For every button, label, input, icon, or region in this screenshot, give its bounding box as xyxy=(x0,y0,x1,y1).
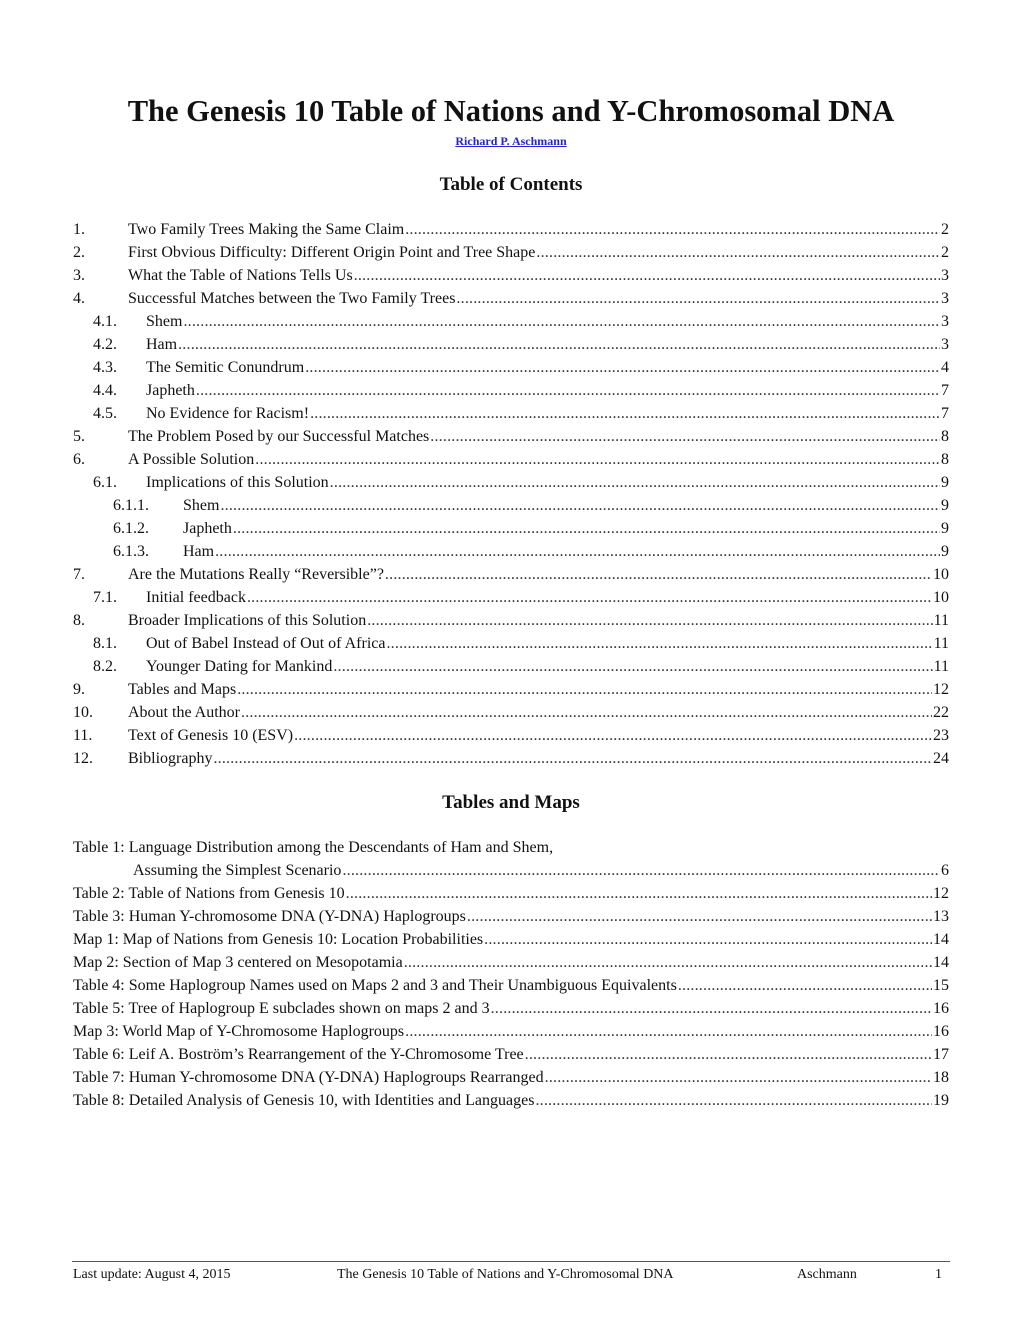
toc-entry-number: 7.1. xyxy=(93,589,117,606)
dot-leader xyxy=(430,425,940,448)
tables-maps-entry[interactable] xyxy=(73,951,949,974)
toc-entry-page: 22 xyxy=(933,704,949,721)
toc-entry-page: 3 xyxy=(941,267,949,284)
toc-entry[interactable] xyxy=(73,425,949,448)
toc-entry-number: 10. xyxy=(73,704,93,721)
toc-entry-page: 7 xyxy=(941,382,949,399)
toc-entry-number: 5. xyxy=(73,428,85,445)
toc-entry-page: 3 xyxy=(941,336,949,353)
toc-entry-page: 10 xyxy=(933,566,949,583)
dot-leader xyxy=(196,379,940,402)
toc-entry-label: Two Family Trees Making the Same Claim xyxy=(128,221,405,238)
toc-entry-page: 9 xyxy=(941,497,949,514)
tables-maps-entry-page: 14 xyxy=(933,931,949,948)
tables-maps-entry-label: Table 2: Table of Nations from Genesis 10 xyxy=(73,885,345,902)
dot-leader xyxy=(367,609,932,632)
toc-entry-number: 4.1. xyxy=(93,313,117,330)
footer-divider xyxy=(72,1261,950,1262)
author-byline xyxy=(73,133,949,149)
toc-entry[interactable] xyxy=(73,747,949,770)
tables-maps-entry[interactable] xyxy=(73,1020,949,1043)
toc-entry[interactable] xyxy=(73,563,949,586)
dot-leader xyxy=(342,859,940,882)
toc-entry-number: 4.4. xyxy=(93,382,117,399)
tables-maps-entry[interactable] xyxy=(73,928,949,951)
list-of-tables-and-maps xyxy=(73,836,949,1112)
dot-leader xyxy=(535,1089,932,1112)
dot-leader xyxy=(294,724,932,747)
toc-entry-label: Japheth xyxy=(146,382,195,399)
toc-entry[interactable] xyxy=(73,333,949,356)
dot-leader xyxy=(405,1020,932,1043)
toc-entry[interactable] xyxy=(73,517,949,540)
dot-leader xyxy=(178,333,940,356)
dot-leader xyxy=(545,1066,932,1089)
tables-maps-entry-page: 15 xyxy=(933,977,949,994)
toc-entry-page: 9 xyxy=(941,543,949,560)
toc-entry-label: Tables and Maps xyxy=(128,681,237,698)
tables-and-maps-heading: Tables and Maps xyxy=(442,792,580,813)
toc-entry[interactable] xyxy=(73,218,949,241)
toc-entry-page: 9 xyxy=(941,520,949,537)
toc-entry-number: 8. xyxy=(73,612,85,629)
tables-maps-entry-label: Table 4: Some Haplogroup Names used on Maps 2 and 3 and Their Unambiguous Equivalents xyxy=(73,977,677,994)
toc-entry-number: 4. xyxy=(73,290,85,307)
dot-leader xyxy=(247,586,932,609)
footer-author: Aschmann xyxy=(797,1267,857,1282)
toc-entry-number: 7. xyxy=(73,566,85,583)
tables-maps-entry[interactable] xyxy=(73,1043,949,1066)
dot-leader xyxy=(386,632,932,655)
tables-maps-entry-line[interactable] xyxy=(73,836,949,859)
tables-maps-entry-page: 17 xyxy=(933,1046,949,1063)
toc-entry-number: 4.5. xyxy=(93,405,117,422)
toc-entry[interactable] xyxy=(73,494,949,517)
toc-entry[interactable] xyxy=(73,356,949,379)
tables-maps-entry[interactable] xyxy=(73,1066,949,1089)
tables-maps-entry-page: 6 xyxy=(941,862,949,879)
toc-entry-number: 6.1.3. xyxy=(113,543,149,560)
toc-entry-page: 8 xyxy=(941,451,949,468)
toc-entry[interactable] xyxy=(73,678,949,701)
tables-maps-entry-page: 16 xyxy=(933,1000,949,1017)
toc-entry-page: 8 xyxy=(941,428,949,445)
tables-maps-entry-continuation[interactable] xyxy=(73,859,949,882)
toc-entry-label: Successful Matches between the Two Family Trees xyxy=(128,290,456,307)
toc-entry[interactable] xyxy=(73,471,949,494)
dot-leader xyxy=(330,471,940,494)
toc-entry-label: Shem xyxy=(146,313,183,330)
toc-entry-number: 8.1. xyxy=(93,635,117,652)
toc-entry-label: About the Author xyxy=(128,704,240,721)
tables-maps-entry-page: 18 xyxy=(933,1069,949,1086)
toc-entry-number: 8.2. xyxy=(93,658,117,675)
toc-entry-label: Shem xyxy=(183,497,220,514)
tables-maps-entry-label: Map 3: World Map of Y-Chromosome Haplogroups xyxy=(73,1023,405,1040)
dot-leader xyxy=(333,655,932,678)
toc-entry-label: A Possible Solution xyxy=(128,451,255,468)
tables-maps-entry-label: Table 6: Leif A. Boström’s Rearrangement of the Y-Chromosome Tree xyxy=(73,1046,524,1063)
toc-entry-label: Younger Dating for Mankind xyxy=(146,658,333,675)
toc-entry[interactable] xyxy=(73,287,949,310)
toc-entry-page: 4 xyxy=(941,359,949,376)
toc-entry-number: 3. xyxy=(73,267,85,284)
toc-entry-label: Ham xyxy=(183,543,215,560)
author-link[interactable]: Richard P. Aschmann xyxy=(455,134,567,148)
dot-leader xyxy=(237,678,932,701)
dot-leader xyxy=(305,356,940,379)
toc-entry-page: 2 xyxy=(941,221,949,238)
toc-entry-label: Text of Genesis 10 (ESV) xyxy=(128,727,294,744)
dot-leader xyxy=(215,540,940,563)
dot-leader xyxy=(525,1043,932,1066)
toc-entry-label: First Obvious Difficulty: Different Origin Point and Tree Shape xyxy=(128,244,536,261)
toc-entry[interactable] xyxy=(73,586,949,609)
dot-leader xyxy=(484,928,932,951)
toc-entry-label: Japheth xyxy=(183,520,232,537)
toc-entry-label: The Problem Posed by our Successful Matches xyxy=(128,428,430,445)
tables-maps-entry-label: Table 7: Human Y-chromosome DNA (Y-DNA) Haplogroups Rearranged xyxy=(73,1069,544,1086)
tables-maps-entry-page: 19 xyxy=(933,1092,949,1109)
toc-entry[interactable] xyxy=(73,379,949,402)
toc-entry-page: 11 xyxy=(933,635,949,652)
tables-maps-entry-page: 14 xyxy=(933,954,949,971)
toc-entry-label: What the Table of Nations Tells Us xyxy=(128,267,353,284)
tables-maps-entry-label: Table 3: Human Y-chromosome DNA (Y-DNA) Haplogroups xyxy=(73,908,466,925)
toc-entry[interactable] xyxy=(73,402,949,425)
toc-entry-label: Broader Implications of this Solution xyxy=(128,612,367,629)
toc-entry-label: Ham xyxy=(146,336,178,353)
toc-entry-number: 12. xyxy=(73,750,93,767)
toc-entry-page: 12 xyxy=(933,681,949,698)
toc-entry[interactable] xyxy=(73,701,949,724)
tables-maps-entry-label-continued: Assuming the Simplest Scenario xyxy=(133,862,342,879)
dot-leader xyxy=(678,974,932,997)
toc-entry-page: 11 xyxy=(933,658,949,675)
toc-entry-number: 9. xyxy=(73,681,85,698)
tables-maps-entry-label: Map 1: Map of Nations from Genesis 10: Location Probabilities xyxy=(73,931,484,948)
dot-leader xyxy=(255,448,940,471)
toc-heading: Table of Contents xyxy=(439,174,583,195)
toc-entry-page: 3 xyxy=(941,313,949,330)
toc-entry-number: 6. xyxy=(73,451,85,468)
tables-maps-entry-label: Table 1: Language Distribution among the Descendants of Ham and Shem, xyxy=(73,839,554,856)
table-of-contents xyxy=(73,218,949,770)
toc-entry-label: Implications of this Solution xyxy=(146,474,329,491)
tables-maps-entry-page: 16 xyxy=(933,1023,949,1040)
dot-leader xyxy=(213,747,932,770)
toc-entry-page: 2 xyxy=(941,244,949,261)
toc-entry-page: 11 xyxy=(933,612,949,629)
dot-leader xyxy=(467,905,932,928)
tables-maps-entry-page: 13 xyxy=(933,908,949,925)
footer-last-update: Last update: August 4, 2015 xyxy=(73,1267,231,1282)
dot-leader xyxy=(491,997,932,1020)
tables-maps-entry-label: Table 5: Tree of Haplogroup E subclades shown on maps 2 and 3 xyxy=(73,1000,490,1017)
toc-entry-label: The Semitic Conundrum xyxy=(146,359,305,376)
toc-entry-number: 4.3. xyxy=(93,359,117,376)
toc-entry-label: Are the Mutations Really “Reversible”? xyxy=(128,566,384,583)
toc-entry-page: 24 xyxy=(933,750,949,767)
toc-entry[interactable] xyxy=(73,632,949,655)
toc-entry-number: 4.2. xyxy=(93,336,117,353)
dot-leader xyxy=(233,517,940,540)
toc-entry-number: 11. xyxy=(73,727,93,744)
dot-leader xyxy=(385,563,932,586)
toc-entry-page: 23 xyxy=(933,727,949,744)
toc-entry-page: 10 xyxy=(933,589,949,606)
toc-entry-number: 6.1.1. xyxy=(113,497,149,514)
toc-entry-number: 6.1. xyxy=(93,474,117,491)
toc-entry-label: Initial feedback xyxy=(146,589,246,606)
toc-entry[interactable] xyxy=(73,655,949,678)
toc-entry-page: 9 xyxy=(941,474,949,491)
toc-entry[interactable] xyxy=(73,310,949,333)
dot-leader xyxy=(220,494,940,517)
footer-running-title: The Genesis 10 Table of Nations and Y-Chromosomal DNA xyxy=(337,1267,674,1282)
tables-maps-entry[interactable] xyxy=(73,997,949,1020)
toc-entry-label: Out of Babel Instead of Out of Africa xyxy=(146,635,386,652)
toc-entry-number: 6.1.2. xyxy=(113,520,149,537)
dot-leader xyxy=(354,264,940,287)
toc-entry[interactable] xyxy=(73,609,949,632)
toc-entry[interactable] xyxy=(73,264,949,287)
tables-maps-entry[interactable] xyxy=(73,882,949,905)
dot-leader xyxy=(405,218,940,241)
tables-maps-entry-label: Table 8: Detailed Analysis of Genesis 10, with Identities and Languages xyxy=(73,1092,535,1109)
tables-maps-entry-page: 12 xyxy=(933,885,949,902)
document-title: The Genesis 10 Table of Nations and Y-Chromosomal DNA xyxy=(127,94,895,128)
tables-maps-entry[interactable] xyxy=(73,1089,949,1112)
toc-entry[interactable] xyxy=(73,540,949,563)
toc-entry-page: 7 xyxy=(941,405,949,422)
dot-leader xyxy=(241,701,932,724)
toc-entry-number: 1. xyxy=(73,221,85,238)
dot-leader xyxy=(346,882,932,905)
toc-entry[interactable] xyxy=(73,448,949,471)
footer-page-number: 1 xyxy=(935,1267,942,1282)
tables-maps-entry-label: Map 2: Section of Map 3 centered on Mesopotamia xyxy=(73,954,403,971)
dot-leader xyxy=(456,287,940,310)
dot-leader xyxy=(536,241,940,264)
dot-leader xyxy=(404,951,932,974)
toc-entry-label: No Evidence for Racism! xyxy=(146,405,310,422)
dot-leader xyxy=(310,402,940,425)
toc-entry-number: 2. xyxy=(73,244,85,261)
toc-entry-page: 3 xyxy=(941,290,949,307)
dot-leader xyxy=(183,310,940,333)
tables-maps-entry[interactable] xyxy=(73,974,949,997)
tables-maps-entry[interactable] xyxy=(73,905,949,928)
toc-entry-label: Bibliography xyxy=(128,750,213,767)
toc-entry[interactable] xyxy=(73,724,949,747)
toc-entry[interactable] xyxy=(73,241,949,264)
